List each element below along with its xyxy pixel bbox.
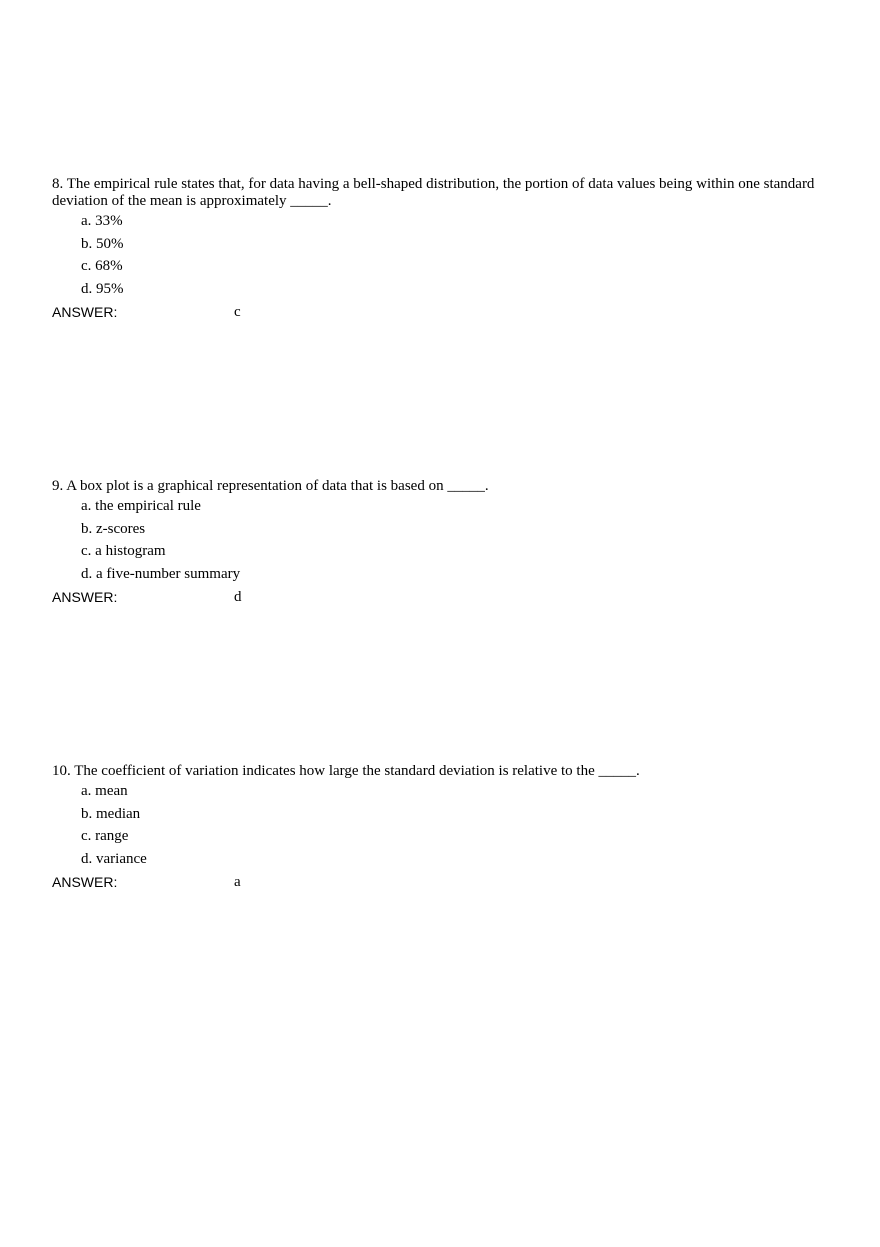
option-c: c. range <box>81 828 129 845</box>
option-c: c. a histogram <box>81 543 166 560</box>
answer-label: ANSWER: <box>52 873 118 890</box>
question-number: 8. <box>52 176 64 192</box>
answer-row <box>52 871 822 893</box>
option-d: d. a five-number summary <box>81 566 241 583</box>
option-list <box>52 210 822 301</box>
option-a: a. 33% <box>81 213 123 229</box>
option-list <box>52 495 822 586</box>
question-text <box>52 763 822 780</box>
question-prompt: The empirical rule states that, for data having a bell-shaped distribution, the portion of data values being within one standard deviation of the mean is approximately _____. <box>52 176 815 209</box>
answer-value: d <box>234 588 242 605</box>
option-b: b. median <box>81 805 141 822</box>
option-b: b. 50% <box>81 235 124 252</box>
question-9 <box>52 478 822 608</box>
question-text <box>52 176 822 210</box>
option-b: b. z-scores <box>81 520 146 537</box>
answer-value: a <box>234 873 241 890</box>
question-prompt: A box plot is a graphical representation of data that is based on _____. <box>66 478 489 494</box>
question-text <box>52 478 822 495</box>
option-c: c. 68% <box>81 258 123 275</box>
question-10 <box>52 763 822 893</box>
option-list <box>52 780 822 871</box>
answer-value: c <box>234 303 241 320</box>
option-d: d. variance <box>81 851 147 868</box>
question-number: 10. <box>52 763 71 779</box>
question-number: 9. <box>52 478 64 494</box>
answer-row <box>52 586 822 608</box>
answer-label: ANSWER: <box>52 588 118 605</box>
option-a: a. mean <box>81 783 128 799</box>
option-a: a. the empirical rule <box>81 498 201 514</box>
question-8 <box>52 176 822 323</box>
question-prompt: The coefficient of variation indicates how large the standard deviation is relative to the _____. <box>74 763 640 779</box>
answer-row <box>52 301 822 323</box>
option-d: d. 95% <box>81 281 124 298</box>
answer-label: ANSWER: <box>52 303 118 320</box>
